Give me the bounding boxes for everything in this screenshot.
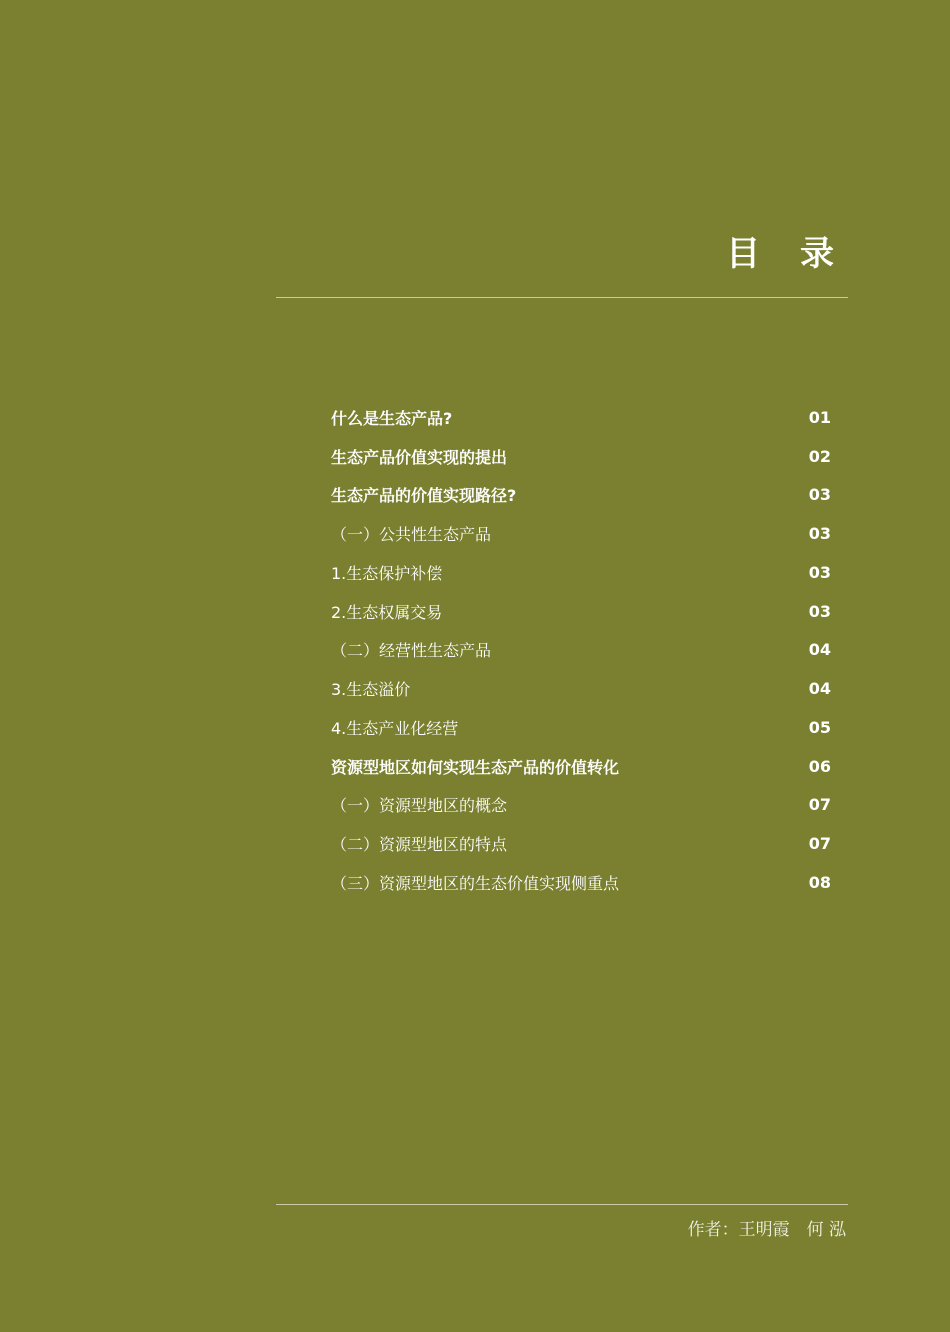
toc-row[interactable] — [331, 747, 831, 786]
toc-label: 生态产品的价值实现路径? — [331, 486, 517, 506]
toc-page-number: 07 — [808, 834, 831, 854]
toc-label: （二）经营性生态产品 — [331, 641, 492, 661]
toc-row[interactable] — [331, 631, 831, 670]
top-divider — [276, 297, 848, 298]
toc-row[interactable] — [331, 437, 831, 476]
toc-label: （二）资源型地区的特点 — [331, 835, 508, 855]
toc-row[interactable] — [331, 398, 831, 437]
table-of-contents — [331, 398, 831, 902]
toc-page-number: 01 — [808, 407, 831, 427]
toc-row[interactable] — [331, 514, 831, 553]
toc-label: 什么是生态产品? — [331, 408, 453, 428]
toc-label: （三）资源型地区的生态价值实现侧重点 — [331, 873, 620, 893]
toc-label: 4.生态产业化经营 — [331, 718, 459, 738]
author-credit: 作者：王明霞 何 泓 — [687, 1220, 846, 1240]
toc-page-number: 05 — [808, 717, 831, 737]
toc-page-number: 02 — [808, 446, 831, 466]
toc-page-number: 03 — [808, 485, 831, 505]
toc-label: （一）公共性生态产品 — [331, 525, 492, 545]
toc-row[interactable] — [331, 863, 831, 902]
toc-row[interactable] — [331, 708, 831, 747]
toc-page-number: 04 — [808, 679, 831, 699]
toc-row[interactable] — [331, 476, 831, 515]
toc-row[interactable] — [331, 669, 831, 708]
toc-label: 2.生态权属交易 — [331, 602, 443, 622]
toc-label: 生态产品价值实现的提出 — [331, 447, 508, 467]
bottom-divider — [276, 1204, 848, 1205]
toc-row[interactable] — [331, 592, 831, 631]
toc-row[interactable] — [331, 786, 831, 825]
toc-row[interactable] — [331, 553, 831, 592]
page-title: 目 录 — [726, 234, 848, 274]
toc-label: 3.生态溢价 — [331, 680, 411, 700]
toc-page-number: 04 — [808, 640, 831, 660]
toc-page-number: 03 — [808, 524, 831, 544]
toc-page-number: 03 — [808, 562, 831, 582]
toc-page-number: 03 — [808, 601, 831, 621]
toc-label: 1.生态保护补偿 — [331, 563, 443, 583]
toc-page-number: 08 — [808, 872, 831, 892]
toc-page-number: 06 — [808, 756, 831, 776]
toc-label: （一）资源型地区的概念 — [331, 796, 508, 816]
toc-label: 资源型地区如何实现生态产品的价值转化 — [331, 757, 620, 777]
toc-row[interactable] — [331, 824, 831, 863]
toc-page-number: 07 — [808, 795, 831, 815]
